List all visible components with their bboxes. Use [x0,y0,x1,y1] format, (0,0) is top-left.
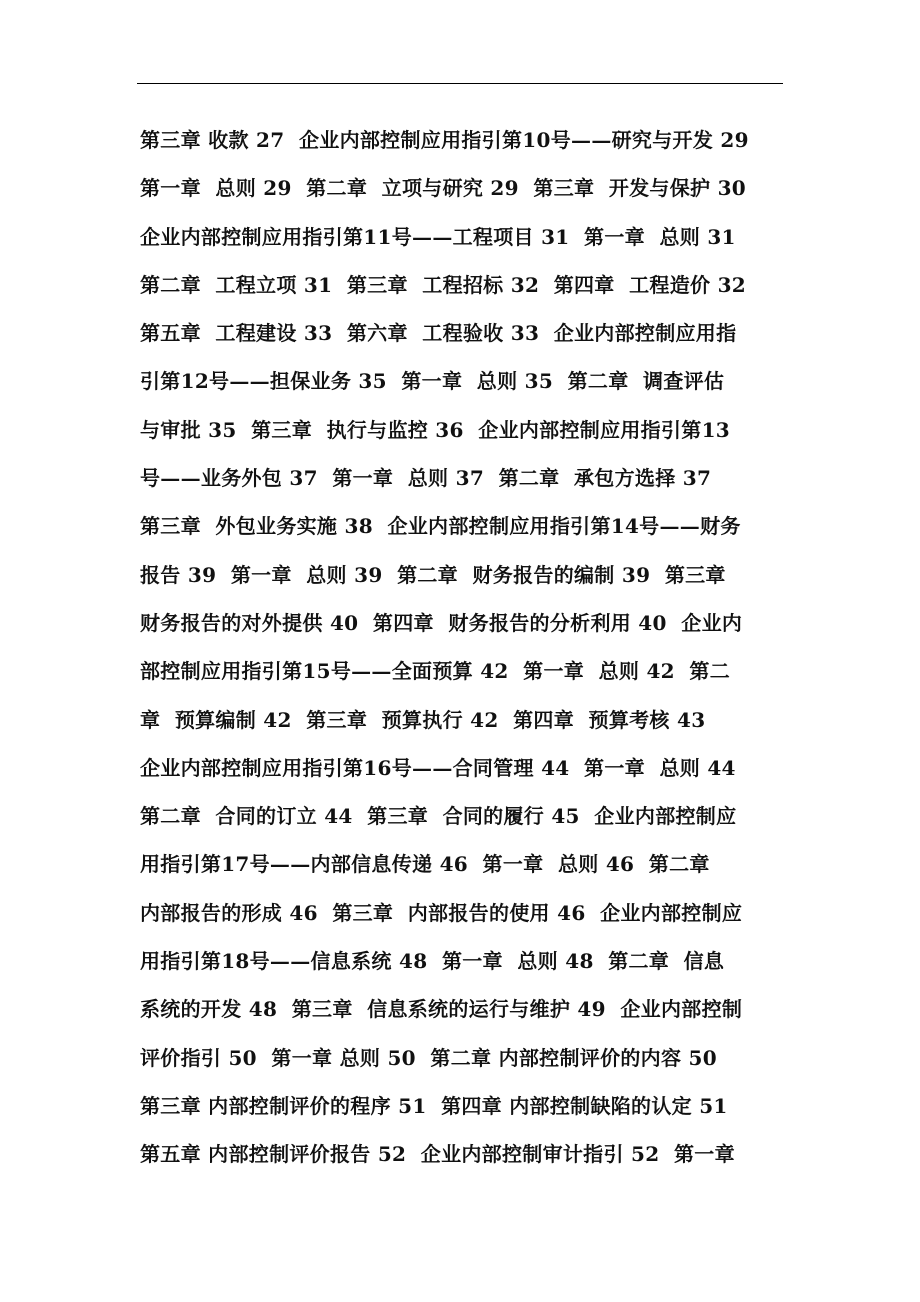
toc-line: 系统的开发 48 第三章 信息系统的运行与维护 49 企业内部控制 [140,997,743,1022]
toc-line: 财务报告的对外提供 40 第四章 财务报告的分析利用 40 企业内 [140,610,743,635]
toc-line: 企业内部控制应用指引第16号——合同管理 44 第一章 总则 44 [140,755,736,780]
toc-line: 用指引第18号——信息系统 48 第一章 总则 48 第二章 信息 [140,949,725,974]
toc-line: 引第12号——担保业务 35 第一章 总则 35 第二章 调查评估 [140,369,725,394]
toc-line: 第三章 外包业务实施 38 企业内部控制应用指引第14号——财务 [140,514,741,539]
header-rule [137,83,783,84]
toc-line: 报告 39 第一章 总则 39 第二章 财务报告的编制 39 第三章 [140,562,726,587]
toc-line: 企业内部控制应用指引第11号——工程项目 31 第一章 总则 31 [140,224,736,249]
toc-line: 与审批 35 第三章 执行与监控 36 企业内部控制应用指引第13 [140,417,730,442]
toc-line: 部控制应用指引第15号——全面预算 42 第一章 总则 42 第二 [140,659,730,684]
toc-line: 第三章 收款 27 企业内部控制应用指引第10号——研究与开发 29 [140,128,749,152]
toc-line: 第五章 工程建设 33 第六章 工程验收 33 企业内部控制应用指 [140,321,737,346]
toc-line: 号——业务外包 37 第一章 总则 37 第二章 承包方选择 37 [140,466,712,491]
toc-line: 第一章 总则 29 第二章 立项与研究 29 第三章 开发与保护 30 [140,176,747,201]
toc-line: 内部报告的形成 46 第三章 内部报告的使用 46 企业内部控制应 [140,900,743,925]
toc-line: 评价指引 50 第一章 总则 50 第二章 内部控制评价的内容 50 [140,1045,717,1070]
toc-line: 章 预算编制 42 第三章 预算执行 42 第四章 预算考核 43 [140,707,706,732]
toc-line: 用指引第17号——内部信息传递 46 第一章 总则 46 第二章 [140,852,710,877]
table-of-contents [140,116,800,1179]
toc-line: 第二章 工程立项 31 第三章 工程招标 32 第四章 工程造价 32 [140,272,747,297]
toc-line: 第三章 内部控制评价的程序 51 第四章 内部控制缺陷的认定 51 [140,1093,728,1118]
toc-line: 第二章 合同的订立 44 第三章 合同的履行 45 企业内部控制应 [140,804,737,829]
toc-line: 第五章 内部控制评价报告 52 企业内部控制审计指引 52 第一章 [140,1142,735,1167]
